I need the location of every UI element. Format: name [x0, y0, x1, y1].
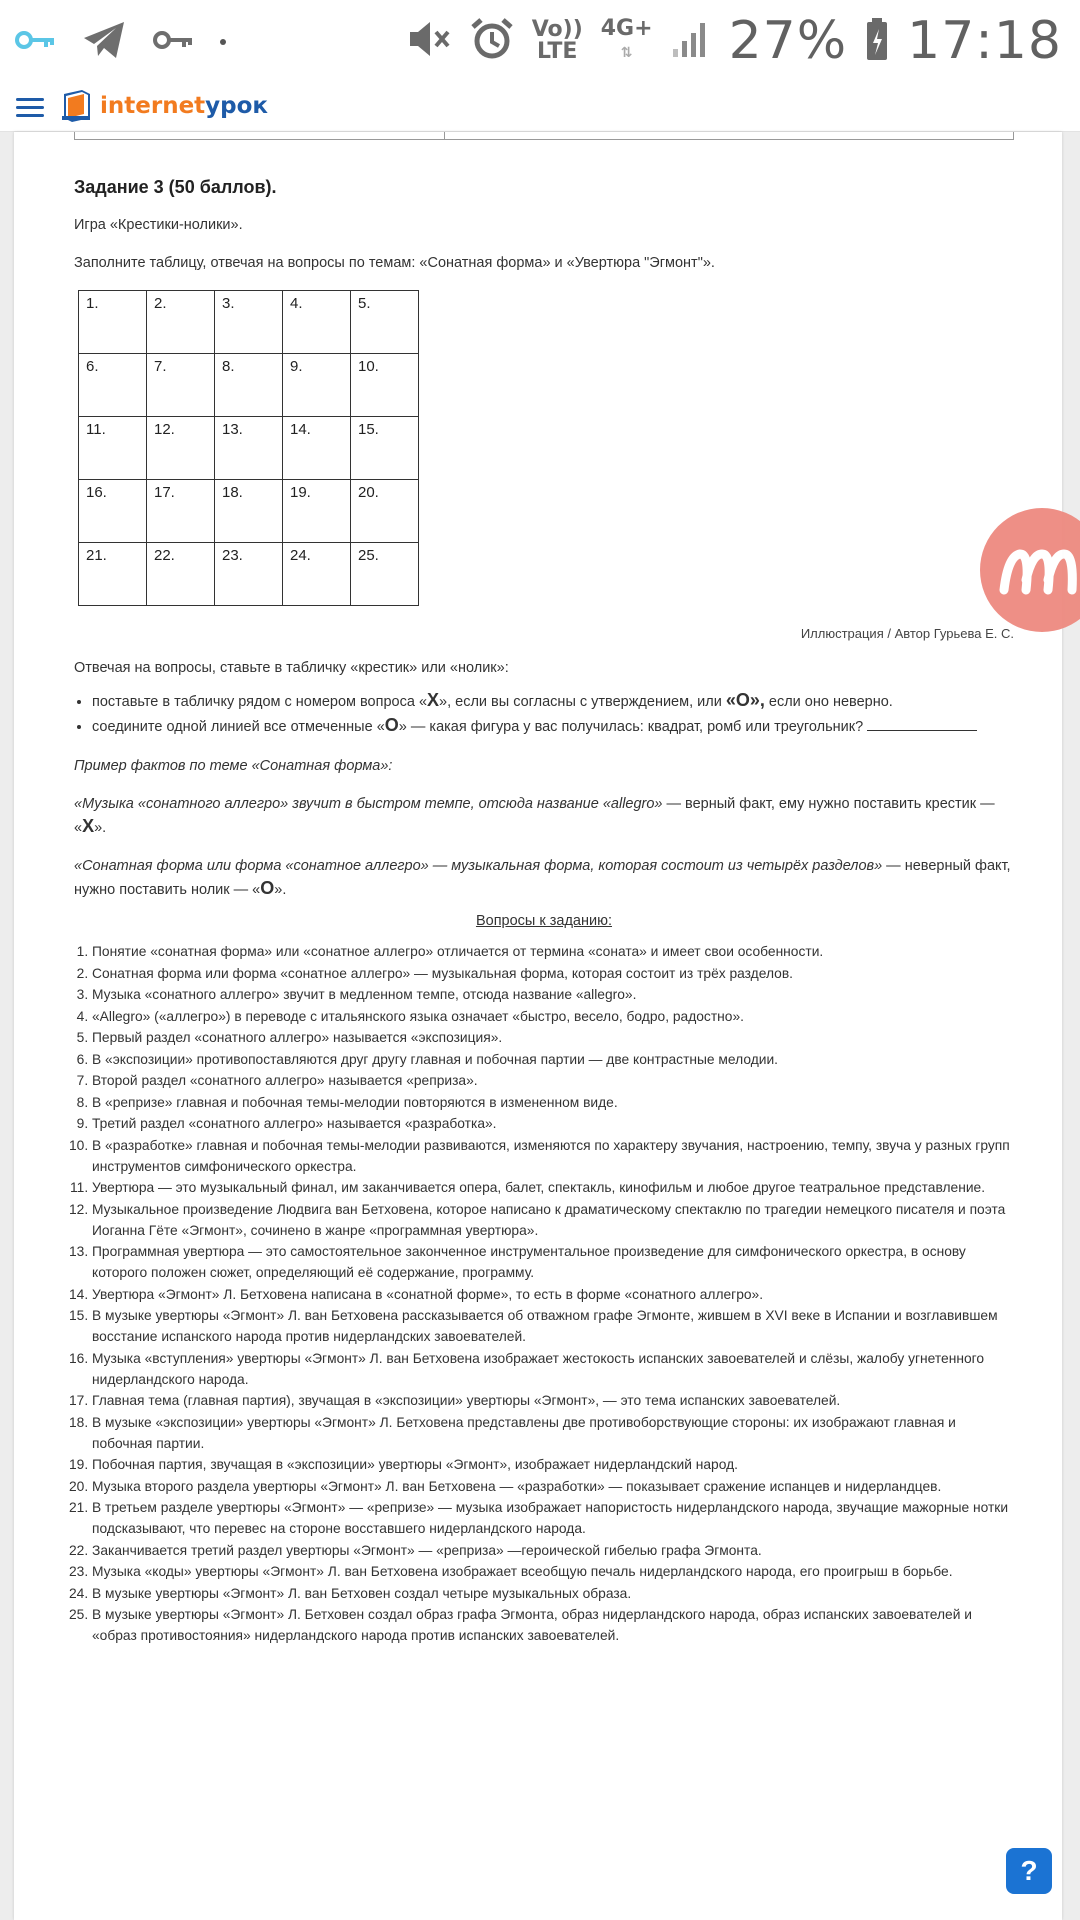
question-item: 1. Понятие «сонатная форма» или «сонатное аллегро» отличается от термина «соната» и имеет свои особенности. [92, 941, 1014, 962]
grid-cell[interactable]: 1. [79, 291, 147, 354]
grid-cell[interactable]: 15. [351, 417, 419, 480]
question-item: 4. «Allegro» («аллегро») в переводе с итальянского языка означает «быстро, весело, бодро, радостно». [92, 1006, 1014, 1027]
volte-icon: Vo)) LTE [531, 17, 583, 64]
grid-cell[interactable]: 5. [351, 291, 419, 354]
dot-icon [220, 39, 226, 45]
grid-cell[interactable]: 8. [215, 354, 283, 417]
question-item: 9. Третий раздел «сонатного аллегро» называется «разработка». [92, 1113, 1014, 1134]
question-item: 8. В «репризе» главная и побочная темы-мелодии повторяются в измененном виде. [92, 1092, 1014, 1113]
question-item: 21. В третьем разделе увертюры «Эгмонт» — «репризе» — музыка изображает напористость нидерландского народа, звучащие мажорные нотки подсказывают, что перевес на стороне восставшего нидерландского народа. [92, 1497, 1014, 1539]
grid-cell[interactable]: 14. [283, 417, 351, 480]
grid-row [79, 354, 419, 417]
grid-cell[interactable]: 4. [283, 291, 351, 354]
menu-icon[interactable] [16, 98, 44, 118]
4g-icon: 4G+ ⇅ [600, 16, 653, 61]
m-logo-icon[interactable] [980, 508, 1080, 632]
question-item: 5. Первый раздел «сонатного аллегро» называется «экспозиция». [92, 1027, 1014, 1048]
battery-icon [865, 17, 889, 66]
answer-intro: Отвечая на вопросы, ставьте в табличку «крестик» или «нолик»: [74, 660, 509, 676]
questions-title: Вопросы к заданию: [475, 913, 613, 929]
signal-icon [671, 19, 711, 64]
site-logo[interactable] [60, 88, 268, 124]
grid-cell[interactable]: 17. [147, 480, 215, 543]
grid-cell[interactable]: 7. [147, 354, 215, 417]
worksheet-page [14, 132, 1062, 1920]
status-left [14, 14, 226, 70]
question-item: 24. В музыке увертюры «Эгмонт» Л. ван Бетховен создал четыре музыкальных образа. [92, 1583, 1014, 1604]
answer-blank [867, 719, 977, 731]
example-1: «Музыка «сонатного аллегро» звучит в быстром темпе, отсюда название «allegro» — верный факт, ему нужно поставить крестик — «Х». [74, 796, 995, 836]
grid-cell[interactable]: 20. [351, 480, 419, 543]
previous-table-bottom [74, 132, 1014, 140]
question-item: 16. Музыка «вступления» увертюры «Эгмонт» Л. ван Бетховена изображает жестокость испанских завоевателей и слёзы, жалобу угнетенного нидерландского народа. [92, 1348, 1014, 1390]
grid-cell[interactable]: 18. [215, 480, 283, 543]
question-item: 17. Главная тема (главная партия), звучащая в «экспозиции» увертюры «Эгмонт», — это тема испанских завоевателей. [92, 1390, 1014, 1411]
key-icon [14, 28, 56, 57]
status-right [406, 10, 1062, 72]
list-item: • поставьте в табличку рядом с номером вопроса «Х», если вы согласны с утверждением, или «О», если оно неверно. [92, 689, 1014, 714]
grid-cell[interactable]: 9. [283, 354, 351, 417]
grid-row [79, 417, 419, 480]
grid-cell[interactable]: 19. [283, 480, 351, 543]
question-item: 22. Заканчивается третий раздел увертюры «Эгмонт» — «реприза» —героической гибелью графа Эгмонта. [92, 1540, 1014, 1561]
app-header [0, 82, 1080, 132]
telegram-icon [82, 20, 126, 65]
question-item: 2. Сонатная форма или форма «сонатное аллегро» — музыкальная форма, которая состоит из трёх разделов. [92, 963, 1014, 984]
question-item: 23. Музыка «коды» увертюры «Эгмонт» Л. ван Бетховена изображает всеобщую печаль нидерландского народа, его проигрыш в борьбе. [92, 1561, 1014, 1582]
grid-cell[interactable]: 25. [351, 543, 419, 606]
key-icon [152, 28, 194, 57]
question-item: 12. Музыкальное произведение Людвига ван Бетховена, которое написано к драматическому спектаклю по трагедии немецкого писателя и поэта Иоганна Гёте «Эгмонт», сочинено в жанре «программная увертюра». [92, 1199, 1014, 1241]
list-item: • соедините одной линией все отмеченные «О» — какая фигура у вас получилась: квадрат, ромб или треугольник? [92, 714, 1014, 739]
grid-cell[interactable]: 2. [147, 291, 215, 354]
question-item: 7. Второй раздел «сонатного аллегро» называется «реприза». [92, 1070, 1014, 1091]
example-title: Пример фактов по теме «Сонатная форма»: [74, 758, 393, 774]
example-2: «Сонатная форма или форма «сонатное аллегро» — музыкальная форма, которая состоит из четырёх разделов» — неверный факт, нужно поставить нолик — «О». [74, 858, 1011, 898]
question-item: 25. В музыке увертюры «Эгмонт» Л. Бетховен создал образ графа Эгмонта, образ нидерландского народа, образ испанских завоевателей и «образ противостояния» нидерландского народа против испанских завоевателей. [92, 1604, 1014, 1646]
status-bar [0, 0, 1080, 82]
illustration-credit: Иллюстрация / Автор Гурьева Е. С. [800, 626, 1014, 641]
grid-cell[interactable]: 11. [79, 417, 147, 480]
mute-icon [406, 18, 452, 65]
clock: 17:18 [907, 11, 1062, 71]
grid-cell[interactable]: 23. [215, 543, 283, 606]
logo-text: internetурок [100, 93, 269, 119]
question-item: 20. Музыка второго раздела увертюры «Эгмонт» Л. ван Бетховена — «разработки» — показывает сражение испанцев и нидерландцев. [92, 1476, 1014, 1497]
question-item: 14. Увертюра «Эгмонт» Л. Бетховена написана в «сонатной форме», то есть в форме «сонатного аллегро». [92, 1284, 1014, 1305]
question-item: 11. Увертюра — это музыкальный финал, им заканчивается опера, балет, спектакль, кинофильм и любое другое театральное представление. [92, 1177, 1014, 1198]
alarm-icon [470, 17, 514, 66]
grid-cell[interactable]: 22. [147, 543, 215, 606]
task-content [74, 177, 1014, 1647]
help-button[interactable]: ? [1006, 1848, 1052, 1894]
grid-cell[interactable]: 10. [351, 354, 419, 417]
question-item: 6. В «экспозиции» противопоставляются друг другу главная и побочная партии — две контрастные мелодии. [92, 1049, 1014, 1070]
task-game: Игра «Крестики-нолики». [74, 217, 243, 233]
grid-row [79, 480, 419, 543]
question-item: 3. Музыка «сонатного аллегро» звучит в медленном темпе, отсюда название «allegro». [92, 984, 1014, 1005]
instruction-list [74, 689, 1014, 739]
grid-cell[interactable]: 12. [147, 417, 215, 480]
grid-cell[interactable]: 21. [79, 543, 147, 606]
grid-row [79, 291, 419, 354]
book-logo-icon [60, 88, 94, 124]
questions-list [74, 941, 1014, 1646]
grid-cell[interactable]: 3. [215, 291, 283, 354]
task-instruction: Заполните таблицу, отвечая на вопросы по темам: «Сонатная форма» и «Увертюра "Эгмонт"». [74, 255, 715, 271]
question-item: 13. Программная увертюра — это самостоятельное законченное инструментальное произведение для симфонического оркестра, в основу которого положен сюжет, определяющий её содержание, программу. [92, 1241, 1014, 1283]
task-title: Задание 3 (50 баллов). [74, 177, 277, 197]
grid-cell[interactable]: 16. [79, 480, 147, 543]
question-item: 18. В музыке «экспозиции» увертюры «Эгмонт» Л. Бетховена представлены две противоборствующие стороны: их изображают главная и побочная партии. [92, 1412, 1014, 1454]
tic-tac-toe-grid [78, 290, 419, 606]
grid-cell[interactable]: 6. [79, 354, 147, 417]
question-item: 19. Побочная партия, звучащая в «экспозиции» увертюры «Эгмонт», изображает нидерландский народ. [92, 1454, 1014, 1475]
grid-row [79, 543, 419, 606]
battery-percent: 27% [728, 11, 848, 71]
question-item: 15. В музыке увертюры «Эгмонт» Л. ван Бетховена рассказывается об отважном графе Эгмонте, жившем в XVI веке в Испании и возглавившем восстание испанского народа против нидерландских завоевателей. [92, 1305, 1014, 1347]
question-item: 10. В «разработке» главная и побочная темы-мелодии развиваются, изменяются по характеру звучания, настроению, темпу, звуча у разных групп инструментов симфонического оркестра. [92, 1135, 1014, 1177]
grid-cell[interactable]: 13. [215, 417, 283, 480]
grid-cell[interactable]: 24. [283, 543, 351, 606]
